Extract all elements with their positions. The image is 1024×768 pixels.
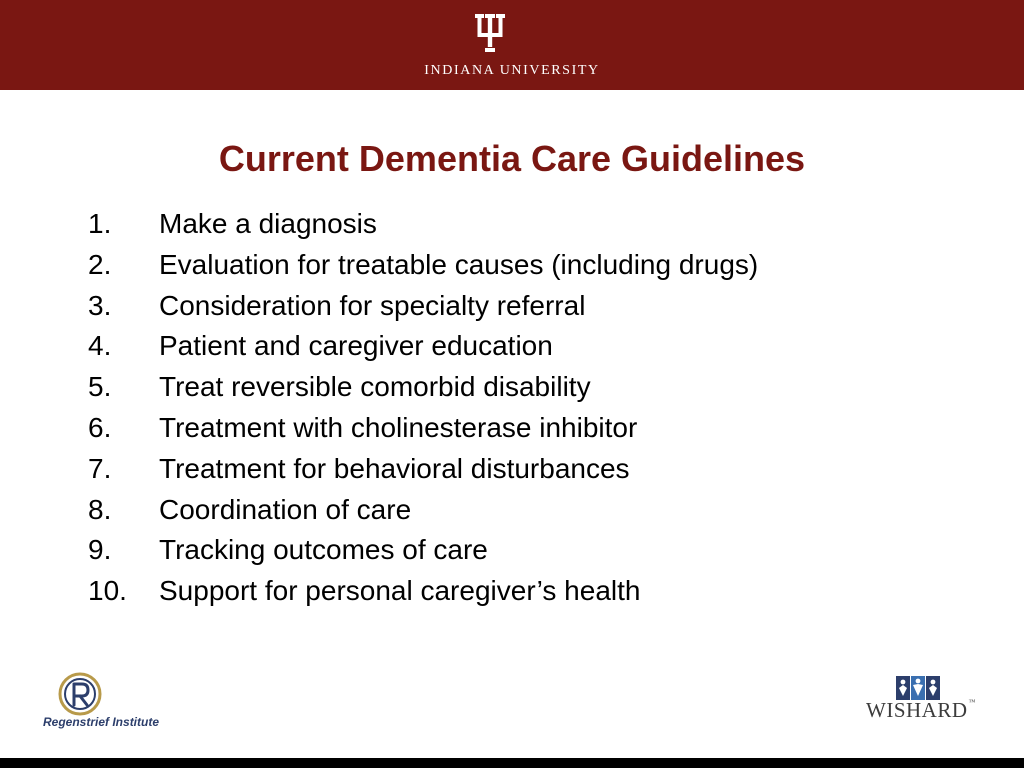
item-text: Consideration for specialty referral	[159, 289, 586, 321]
trademark-symbol: ™	[968, 698, 976, 706]
item-text: Make a diagnosis	[159, 208, 377, 239]
item-number: 9.	[88, 534, 112, 566]
item-number: 8.	[88, 493, 112, 525]
list-item	[88, 408, 758, 449]
item-text: Treatment with cholinesterase inhibitor	[159, 411, 638, 443]
regenstrief-label: Regenstrief Institute	[43, 715, 160, 729]
regenstrief-logo-icon	[56, 672, 104, 716]
list-item	[88, 367, 758, 408]
item-number: 4.	[88, 330, 112, 362]
footer-bar	[0, 758, 1024, 768]
list-item	[88, 204, 758, 245]
university-wordmark: INDIANA UNIVERSITY	[424, 63, 600, 78]
item-number: 6.	[88, 411, 112, 443]
item-text: Treatment for behavioral disturbances	[159, 452, 630, 484]
wishard-label	[866, 698, 976, 723]
item-number: 3.	[88, 289, 112, 321]
list-item	[88, 449, 758, 490]
item-text: Support for personal caregiver’s health	[159, 575, 641, 607]
iu-trident-icon	[475, 14, 505, 52]
item-text: Patient and caregiver education	[159, 330, 553, 362]
item-text: Treat reversible comorbid disability	[159, 371, 591, 403]
wishard-wordmark: WISHARD	[866, 698, 968, 722]
item-number: 5.	[88, 371, 112, 403]
item-number: 1.	[88, 208, 112, 239]
item-number: 7.	[88, 452, 112, 484]
item-text: Tracking outcomes of care	[159, 534, 488, 566]
list-item	[88, 571, 758, 612]
list-item	[88, 286, 758, 327]
item-number: 10.	[88, 575, 127, 607]
item-text: Evaluation for treatable causes (including drugs)	[159, 248, 759, 280]
list-item	[88, 326, 758, 367]
list-item	[88, 530, 758, 571]
guidelines-list	[88, 204, 758, 612]
item-text: Coordination of care	[159, 493, 412, 525]
list-item	[88, 245, 758, 286]
slide-title: Current Dementia Care Guidelines	[218, 138, 806, 179]
wishard-logo-icon	[896, 676, 940, 700]
header-band	[0, 0, 1024, 90]
item-number: 2.	[88, 248, 112, 280]
list-item	[88, 490, 758, 531]
